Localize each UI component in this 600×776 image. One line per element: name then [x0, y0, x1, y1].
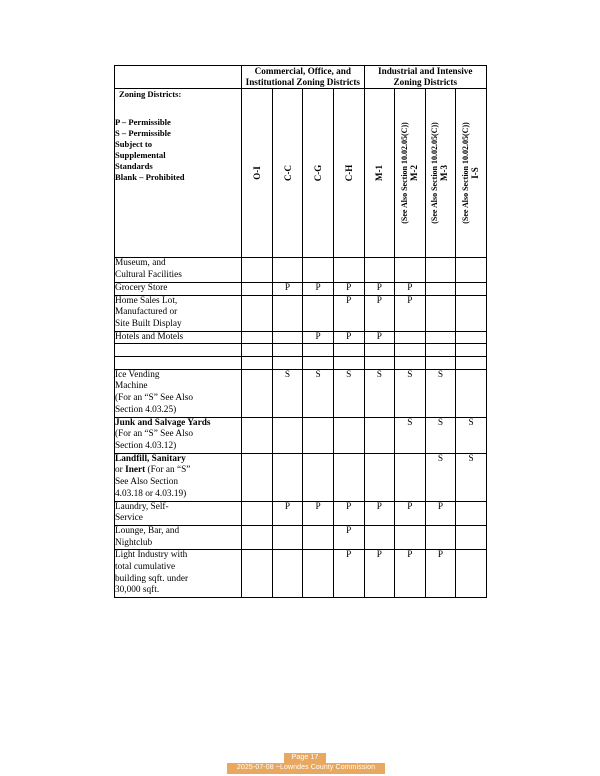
- table-row: [115, 453, 487, 501]
- cell-m3: [425, 344, 456, 357]
- cell-m1: P: [364, 295, 395, 331]
- table-row: [115, 550, 487, 598]
- table-row: [115, 295, 487, 331]
- district-code-cg: C-G: [312, 165, 323, 182]
- cell-m1: [364, 453, 395, 501]
- table-row-blank: [115, 344, 487, 357]
- cell-is: [456, 344, 487, 357]
- row-label: Lounge, Bar, and Nightclub: [115, 525, 242, 549]
- district-header-row: [115, 89, 487, 258]
- cell-m1: [364, 525, 395, 549]
- district-code-m3: M-3: [439, 165, 450, 182]
- cell-ch: P: [333, 331, 364, 344]
- cell-cg: [303, 453, 334, 501]
- table-row: [115, 501, 487, 525]
- legend-line-0: P – Permissible: [115, 116, 171, 127]
- cell-is: [456, 331, 487, 344]
- district-header-m1: [364, 89, 395, 258]
- cell-m2: S: [395, 417, 426, 453]
- cell-cc: P: [272, 282, 303, 295]
- group-header-spacer: [115, 66, 242, 89]
- cell-cg: [303, 417, 334, 453]
- cell-m3: S: [425, 453, 456, 501]
- cell-cc: [272, 525, 303, 549]
- cell-m3: [425, 331, 456, 344]
- footer-source-label: 2025-07-08 ~Lowndes County Commission: [227, 763, 385, 774]
- row-label: Museum, and Cultural Facilities: [115, 258, 242, 282]
- district-code-oi: O-I: [251, 166, 262, 181]
- cell-is: [456, 258, 487, 282]
- cell-m1: S: [364, 369, 395, 417]
- row-label: [115, 357, 242, 370]
- cell-m1: P: [364, 282, 395, 295]
- district-header-m2: [395, 89, 426, 258]
- cell-m2: P: [395, 295, 426, 331]
- cell-ch: P: [333, 282, 364, 295]
- row-label: Home Sales Lot, Manufactured or Site Built Display: [115, 295, 242, 331]
- cell-is: S: [456, 453, 487, 501]
- cell-oi: [242, 525, 273, 549]
- table-row: [115, 417, 487, 453]
- cell-oi: [242, 258, 273, 282]
- cell-oi: [242, 417, 273, 453]
- cell-is: [456, 295, 487, 331]
- district-header-cc: [272, 89, 303, 258]
- district-subnote-m2: (See Also Section 10.02.05(C)): [400, 122, 410, 225]
- cell-is: S: [456, 417, 487, 453]
- cell-m2: [395, 525, 426, 549]
- cell-oi: [242, 550, 273, 598]
- row-label: Junk and Salvage Yards (For an “S” See Also Section 4.03.12): [115, 417, 242, 453]
- district-header-m3: [425, 89, 456, 258]
- cell-is: [456, 369, 487, 417]
- cell-cg: [303, 344, 334, 357]
- cell-cc: [272, 417, 303, 453]
- district-subnote-m3: (See Also Section 10.02.05(C)): [430, 122, 440, 225]
- row-label: Landfill, Sanitary or Inert (For an “S” See Also Section 4.03.18 or 4.03.19): [115, 453, 242, 501]
- cell-m3: S: [425, 417, 456, 453]
- cell-oi: [242, 369, 273, 417]
- row-label: Light Industry with total cumulative building sqft. under 30,000 sqft.: [115, 550, 242, 598]
- cell-m2: [395, 357, 426, 370]
- cell-m2: P: [395, 282, 426, 295]
- group-header-commercial: Commercial, Office, and Institutional Zoning Districts: [242, 66, 364, 89]
- cell-m1: [364, 344, 395, 357]
- cell-m3: P: [425, 501, 456, 525]
- cell-ch: P: [333, 525, 364, 549]
- cell-oi: [242, 331, 273, 344]
- cell-m3: [425, 525, 456, 549]
- table-row: [115, 331, 487, 344]
- cell-cc: [272, 344, 303, 357]
- cell-cc: [272, 331, 303, 344]
- table-row: [115, 369, 487, 417]
- row-label: Grocery Store: [115, 282, 242, 295]
- cell-ch: P: [333, 501, 364, 525]
- table-row: [115, 282, 487, 295]
- cell-ch: [333, 258, 364, 282]
- cell-m1: [364, 417, 395, 453]
- legend-line-3: Supplemental: [115, 150, 166, 161]
- district-header-is: [456, 89, 487, 258]
- cell-cg: P: [303, 331, 334, 344]
- district-code-is: I-S: [470, 167, 481, 180]
- row-label: Laundry, Self- Service: [115, 501, 242, 525]
- page-footer-stamp: [0, 752, 600, 776]
- cell-cc: [272, 357, 303, 370]
- legend-line-5: Blank – Prohibited: [115, 172, 185, 183]
- cell-m1: P: [364, 550, 395, 598]
- legend-line-1: S – Permissible: [115, 127, 171, 138]
- row-label: Hotels and Motels: [115, 331, 242, 344]
- table-row-blank: [115, 357, 487, 370]
- cell-ch: [333, 453, 364, 501]
- zoning-use-table: [114, 65, 487, 598]
- cell-is: [456, 501, 487, 525]
- cell-m2: [395, 331, 426, 344]
- cell-cc: [272, 550, 303, 598]
- cell-m3: S: [425, 369, 456, 417]
- cell-oi: [242, 501, 273, 525]
- district-code-m2: M-2: [409, 165, 420, 182]
- cell-cc: P: [272, 501, 303, 525]
- district-header-oi: [242, 89, 273, 258]
- row-label: [115, 344, 242, 357]
- legend-line-2: Subject to: [115, 138, 152, 149]
- cell-m1: [364, 357, 395, 370]
- district-header-cg: [303, 89, 334, 258]
- cell-is: [456, 282, 487, 295]
- cell-ch: [333, 417, 364, 453]
- row-label: Ice Vending Machine (For an “S” See Also Section 4.03.25): [115, 369, 242, 417]
- cell-oi: [242, 344, 273, 357]
- cell-m3: [425, 258, 456, 282]
- cell-cg: [303, 295, 334, 331]
- group-header-row: [115, 66, 487, 89]
- cell-cc: S: [272, 369, 303, 417]
- cell-is: [456, 525, 487, 549]
- zoning-table-container: [114, 65, 487, 598]
- cell-cg: S: [303, 369, 334, 417]
- legend-line-4: Standards: [115, 161, 153, 172]
- cell-oi: [242, 453, 273, 501]
- cell-m2: [395, 344, 426, 357]
- cell-cg: P: [303, 501, 334, 525]
- cell-cg: P: [303, 282, 334, 295]
- cell-ch: [333, 357, 364, 370]
- district-code-m1: M-1: [374, 165, 385, 182]
- table-row: [115, 525, 487, 549]
- cell-cg: [303, 550, 334, 598]
- cell-m1: P: [364, 331, 395, 344]
- cell-cg: [303, 525, 334, 549]
- cell-cc: [272, 295, 303, 331]
- district-header-ch: [333, 89, 364, 258]
- cell-m3: [425, 282, 456, 295]
- legend-cell: [115, 89, 242, 258]
- cell-ch: P: [333, 295, 364, 331]
- cell-cg: [303, 258, 334, 282]
- table-row: [115, 258, 487, 282]
- legend-title: Zoning Districts:: [119, 89, 182, 100]
- district-code-ch: C-H: [343, 165, 354, 182]
- cell-oi: [242, 282, 273, 295]
- cell-m3: [425, 295, 456, 331]
- cell-m3: P: [425, 550, 456, 598]
- cell-cc: [272, 453, 303, 501]
- cell-m2: P: [395, 550, 426, 598]
- cell-oi: [242, 357, 273, 370]
- cell-ch: P: [333, 550, 364, 598]
- group-header-industrial: Industrial and Intensive Zoning Districts: [364, 66, 487, 89]
- cell-oi: [242, 295, 273, 331]
- cell-m2: [395, 453, 426, 501]
- cell-m1: P: [364, 501, 395, 525]
- cell-ch: [333, 344, 364, 357]
- cell-is: [456, 550, 487, 598]
- cell-ch: S: [333, 369, 364, 417]
- cell-m2: S: [395, 369, 426, 417]
- district-code-cc: C-C: [282, 165, 293, 182]
- cell-m3: [425, 357, 456, 370]
- cell-cg: [303, 357, 334, 370]
- cell-m2: P: [395, 501, 426, 525]
- cell-m2: [395, 258, 426, 282]
- footer-page-number: Page 17: [284, 753, 326, 763]
- cell-cc: [272, 258, 303, 282]
- district-subnote-is: (See Also Section 10.02.05(C)): [461, 122, 471, 225]
- cell-m1: [364, 258, 395, 282]
- cell-is: [456, 357, 487, 370]
